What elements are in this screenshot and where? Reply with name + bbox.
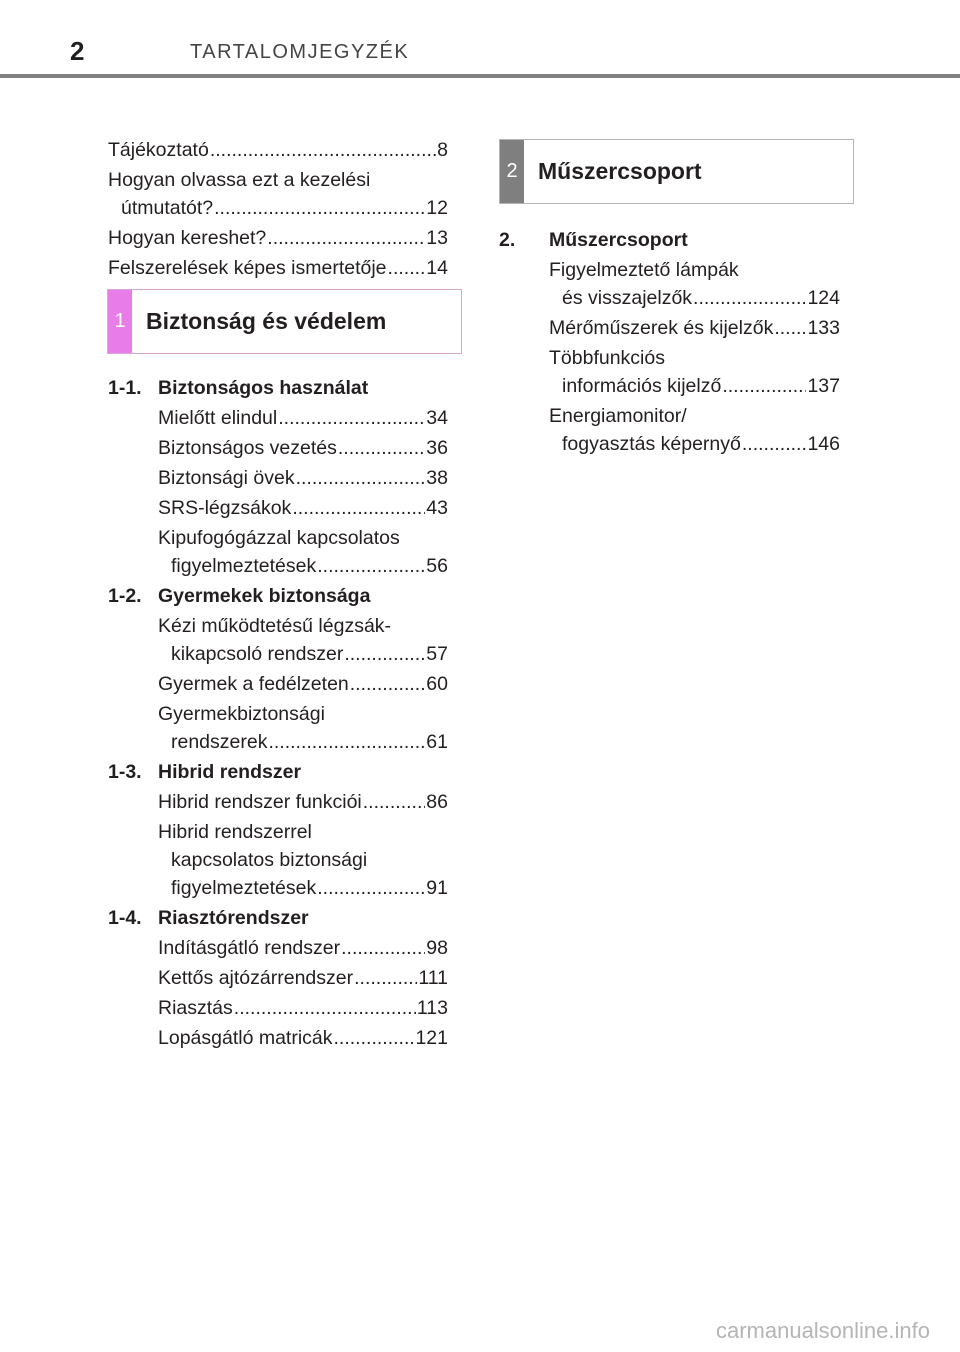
toc-entry-text: Hibrid rendszer funkciói [158,791,362,813]
watermark: carmanualsonline.info [715,1318,930,1343]
toc-entry-text: Figyelmeztető lámpák [549,259,739,281]
chapter-1-contents [108,374,448,1054]
toc-entry[interactable] [108,254,448,282]
toc-entry[interactable] [549,344,840,400]
section-heading[interactable] [108,374,448,402]
toc-entry[interactable] [158,964,448,992]
chapter-1-title: Biztonság és védelem [146,308,387,334]
toc-entry-text: Felszerelések képes ismertetője [108,257,387,279]
toc-entry-page: 124 [807,287,840,309]
toc-entry[interactable] [549,402,840,458]
toc-entry-text: Energiamonitor/ [549,405,687,427]
toc-entry-text: információs kijelző [562,375,722,397]
toc-entry-page: 34 [426,407,448,429]
intro-list [108,136,448,282]
toc-entry[interactable] [158,464,448,492]
toc-entry-text: Mérőműszerek és kijelzők [549,317,774,339]
toc-entry-page: 133 [807,317,840,339]
section-number: 2. [499,229,516,251]
toc-entry-text: Többfunkciós [549,347,665,369]
toc-entry-page: 121 [415,1027,448,1049]
page-header [0,0,960,80]
toc-entry-text: Biztonsági övek [158,467,295,489]
toc-entry-page: 8 [437,139,448,161]
chapter-2-contents [499,226,840,460]
toc-entry[interactable] [158,404,448,432]
toc-entry-page: 12 [426,197,448,219]
chapter-1-heading[interactable] [107,289,462,354]
toc-entry-text: és visszajelzők [562,287,693,309]
page-number: 2 [70,36,85,66]
toc-entry[interactable] [158,612,448,668]
toc-entry[interactable] [158,818,448,902]
toc-entry-text: Mielőtt elindul [158,407,278,429]
section-heading[interactable] [108,904,448,932]
toc-entry[interactable] [158,700,448,756]
toc-entry-text: Kipufogógázzal kapcsolatos [158,527,400,549]
section-heading[interactable] [499,226,840,254]
toc-entry-text: figyelmeztetések [171,555,317,577]
section-number: 1-3. [108,761,142,783]
chapter-2-heading[interactable] [499,139,854,204]
header-divider [0,74,960,78]
toc-entry-text: fogyasztás képernyő [562,433,741,455]
toc-entry-text: útmutatót? [121,197,214,219]
toc-entry-text: Lopásgátló matricák [158,1027,333,1049]
toc-entry-page: 14 [426,257,448,279]
toc-entry-text: Hibrid rendszerrel [158,821,312,843]
section-title: Biztonságos használat [158,377,369,399]
section-title: Riasztórendszer [158,907,309,929]
toc-entry[interactable] [549,256,840,312]
toc-entry[interactable] [108,166,448,222]
toc-entry-text: kapcsolatos biztonsági [171,849,368,871]
toc-entry-page: 60 [426,673,448,695]
toc-entry-text: Tájékoztató [108,139,209,161]
section-title: Gyermekek biztonsága [158,585,371,607]
toc-entry-page: 113 [416,997,448,1019]
section-title: Műszercsoport [549,229,688,251]
toc-entry-page: 98 [426,937,448,959]
toc-entry-text: Biztonságos vezetés [158,437,337,459]
toc-entry-page: 86 [426,791,448,813]
toc-entry-page: 57 [426,643,448,665]
section-number: 1-2. [108,585,142,607]
toc-entry-text: Riasztás [158,997,233,1019]
section-number: 1-4. [108,907,142,929]
toc-entry[interactable] [158,524,448,580]
section-heading[interactable] [108,582,448,610]
toc-entry-text: SRS-légzsákok [158,497,292,519]
toc-entry-text: Kézi működtetésű légzsák- [158,615,392,637]
toc-entry-page: 137 [807,375,840,397]
toc-entry[interactable] [158,670,448,698]
toc-entry-page: 13 [426,227,448,249]
toc-entry[interactable] [158,788,448,816]
header-title: TARTALOMJEGYZÉK [190,41,410,63]
toc-entry[interactable] [549,314,840,342]
left-column [108,136,448,284]
toc-entry[interactable] [158,1024,448,1052]
toc-entry-text: Gyermek a fedélzeten [158,673,349,695]
section-number: 1-1. [108,377,142,399]
toc-entry-page: 61 [426,731,448,753]
toc-entry-text: Hogyan olvassa ezt a kezelési [108,169,371,191]
chapter-1-tab: 1 [108,290,132,353]
toc-entry-text: Kettős ajtózárrendszer [158,967,354,989]
toc-entry-text: kikapcsoló rendszer [171,643,344,665]
toc-entry[interactable] [158,434,448,462]
toc-entry[interactable] [108,136,448,164]
toc-entry-page: 146 [807,433,840,455]
chapter-2-title: Műszercsoport [538,158,702,184]
toc-entry[interactable] [158,994,448,1022]
toc-entry-page: 111 [418,967,448,989]
toc-entry-text: Indításgátló rendszer [158,937,341,959]
toc-entry-page: 43 [426,497,448,519]
toc-entry-page: 56 [426,555,448,577]
chapter-2-tab: 2 [500,140,524,203]
toc-entry-page: 38 [426,467,448,489]
toc-entry[interactable] [108,224,448,252]
toc-entry-page: 36 [426,437,448,459]
toc-entry-page: 91 [426,877,448,899]
section-heading[interactable] [108,758,448,786]
toc-entry-text: rendszerek [171,731,268,753]
toc-entry-text: Hogyan kereshet? [108,227,267,249]
toc-entry-text: Gyermekbiztonsági [158,703,325,725]
toc-entry[interactable] [158,494,448,522]
toc-entry[interactable] [158,934,448,962]
section-title: Hibrid rendszer [158,761,302,783]
toc-entry-text: figyelmeztetések [171,877,317,899]
